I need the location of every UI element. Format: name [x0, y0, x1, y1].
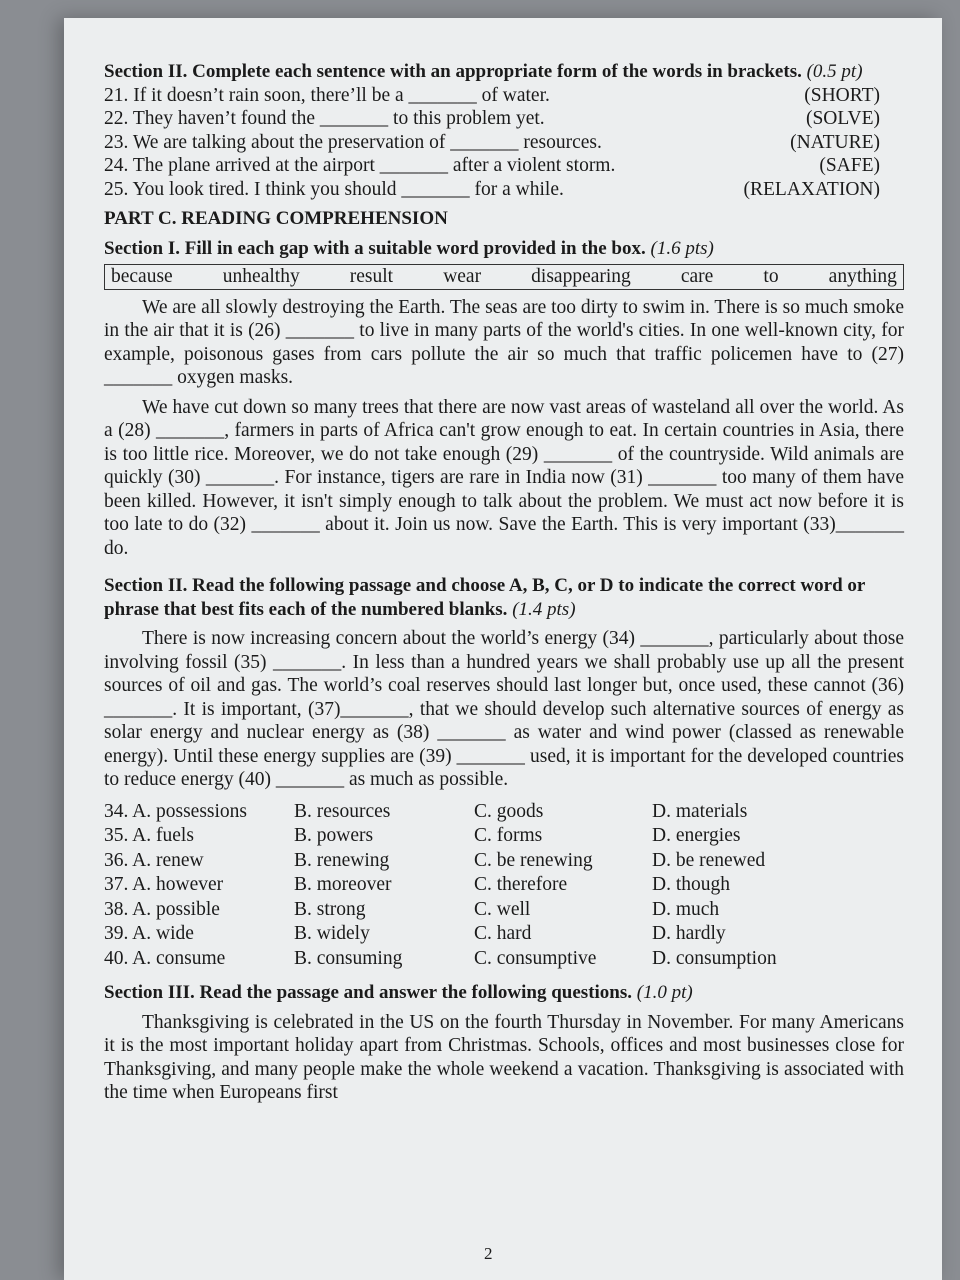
option: 34. A. possessions — [104, 800, 248, 822]
page-number: 2 — [484, 1244, 493, 1263]
option: C. consumptive — [474, 947, 597, 969]
word-box — [104, 264, 904, 290]
word-form-list — [104, 84, 904, 202]
worksheet-page — [64, 18, 942, 1280]
reading-paragraph: Thanksgiving is celebrated in the US on the fourth Thursday in November. For many Americans it is the most important holiday apart from Christmas. Schools, offices and most businesses close for Thanksgiving, and many people make the whole weekend a vacation. Thanksgiving is associated with the time when Europeans first — [104, 1011, 904, 1103]
option: D. be renewed — [652, 849, 766, 871]
option: B. moreover — [294, 874, 392, 895]
part-c-heading: PART C. READING COMPREHENSION — [104, 208, 448, 229]
reading-paragraph: We have cut down so many trees that there are now vast areas of wasteland all over the world. As a (28) _______, farmers in parts of Africa can't grow enough to eat. In certain countries in Asia, there is too little rice. Moreover, we do not take enough (29) _______ of the countryside. Wild animals are quickly (30) _______. For instance, tigers are rare in India now (31) _______ too many of them have been killed. However, it isn't simply enough to talk about the problem. We must act now before it is too late to do (32) _______ about it. Join us now. Save the Earth. This is very important (33)_______ do. — [104, 396, 904, 559]
option: B. strong — [294, 898, 366, 920]
option: D. energies — [652, 825, 741, 846]
option: 40. A. consume — [104, 947, 226, 969]
option: 36. A. renew — [104, 849, 204, 871]
section-2-heading: Section II. Complete each sentence with an appropriate form of the words in brackets. (0.5 pt) — [104, 61, 863, 82]
option: D. consumption — [652, 947, 777, 969]
box-word: wear — [443, 266, 482, 287]
box-word: care — [680, 266, 714, 287]
section-ii-heading: Section II. Read the following passage and choose A, B, C, or D to indicate the correct word or phrase that best fits each of the numbered blanks. (1.4 pts) — [104, 575, 866, 620]
box-word: result — [349, 266, 394, 287]
section-iii-heading: Section III. Read the passage and answer the following questions. (1.0 pt) — [104, 982, 693, 1003]
option: D. much — [652, 898, 720, 920]
box-word: to — [763, 266, 779, 287]
option: B. powers — [294, 825, 374, 846]
section-i-heading: Section I. Fill in each gap with a suitable word provided in the box. (1.6 pts) — [104, 237, 714, 259]
option: C. well — [474, 898, 531, 920]
option: C. hard — [474, 923, 532, 944]
box-word: because — [111, 266, 173, 287]
option: C. be renewing — [474, 849, 593, 871]
option: 35. A. fuels — [104, 825, 194, 846]
option: C. forms — [474, 825, 543, 846]
option: 37. A. however — [104, 874, 224, 895]
reading-paragraph: There is now increasing concern about the world’s energy (34) _______, particularly about those involving fossil (35) _______. In less than a hundred years we shall probably use up all the present sources of oil and gas. The world’s coal reserves should last longer but, once used, these cannot (36) _______. It is important, (37)_______, that we should develop such alternative sources of energy as solar energy and nuclear energy as (38) _______ as water and wind power (classed as renewable energy). Until these energy supplies are (39) _______ used, it is important for the developed countries to reduce energy (40) _______ as much as possible. — [104, 628, 904, 790]
option: 39. A. wide — [104, 923, 194, 944]
word-form-item: 22. They haven’t found the _______ to this problem yet. (SOLVE) — [104, 108, 880, 129]
option: 38. A. possible — [104, 898, 220, 920]
option: B. renewing — [294, 849, 390, 871]
box-word: unhealthy — [222, 266, 300, 287]
worksheet-content — [104, 60, 904, 1105]
option: C. therefore — [474, 874, 568, 895]
word-form-item: 25. You look tired. I think you should _______ for a while. (RELAXATION) — [104, 178, 880, 200]
box-word: disappearing — [531, 266, 631, 287]
option: B. consuming — [294, 947, 403, 969]
word-form-item: 23. We are talking about the preservation of _______ resources. (NATURE) — [104, 131, 880, 153]
box-word: anything — [828, 266, 897, 287]
reading-paragraph: We are all slowly destroying the Earth. The seas are too dirty to swim in. There is so much smoke in the air that it is (26) _______ to live in many parts of the world's cities. In one well-known city, for example, poisonous gases from cars pollute the air so much that traffic policemen have to (27) _______ oxygen masks. — [104, 296, 904, 388]
option: D. though — [652, 874, 730, 895]
option: B. resources — [294, 800, 391, 822]
option: C. goods — [474, 800, 544, 822]
answer-options-grid — [104, 800, 904, 972]
option: B. widely — [294, 923, 370, 944]
word-form-item: 21. If it doesn’t rain soon, there’ll be a _______ of water. (SHORT) — [104, 84, 880, 106]
option: D. hardly — [652, 923, 726, 944]
option: D. materials — [652, 800, 748, 822]
word-form-item: 24. The plane arrived at the airport _______ after a violent storm. (SAFE) — [104, 155, 880, 176]
